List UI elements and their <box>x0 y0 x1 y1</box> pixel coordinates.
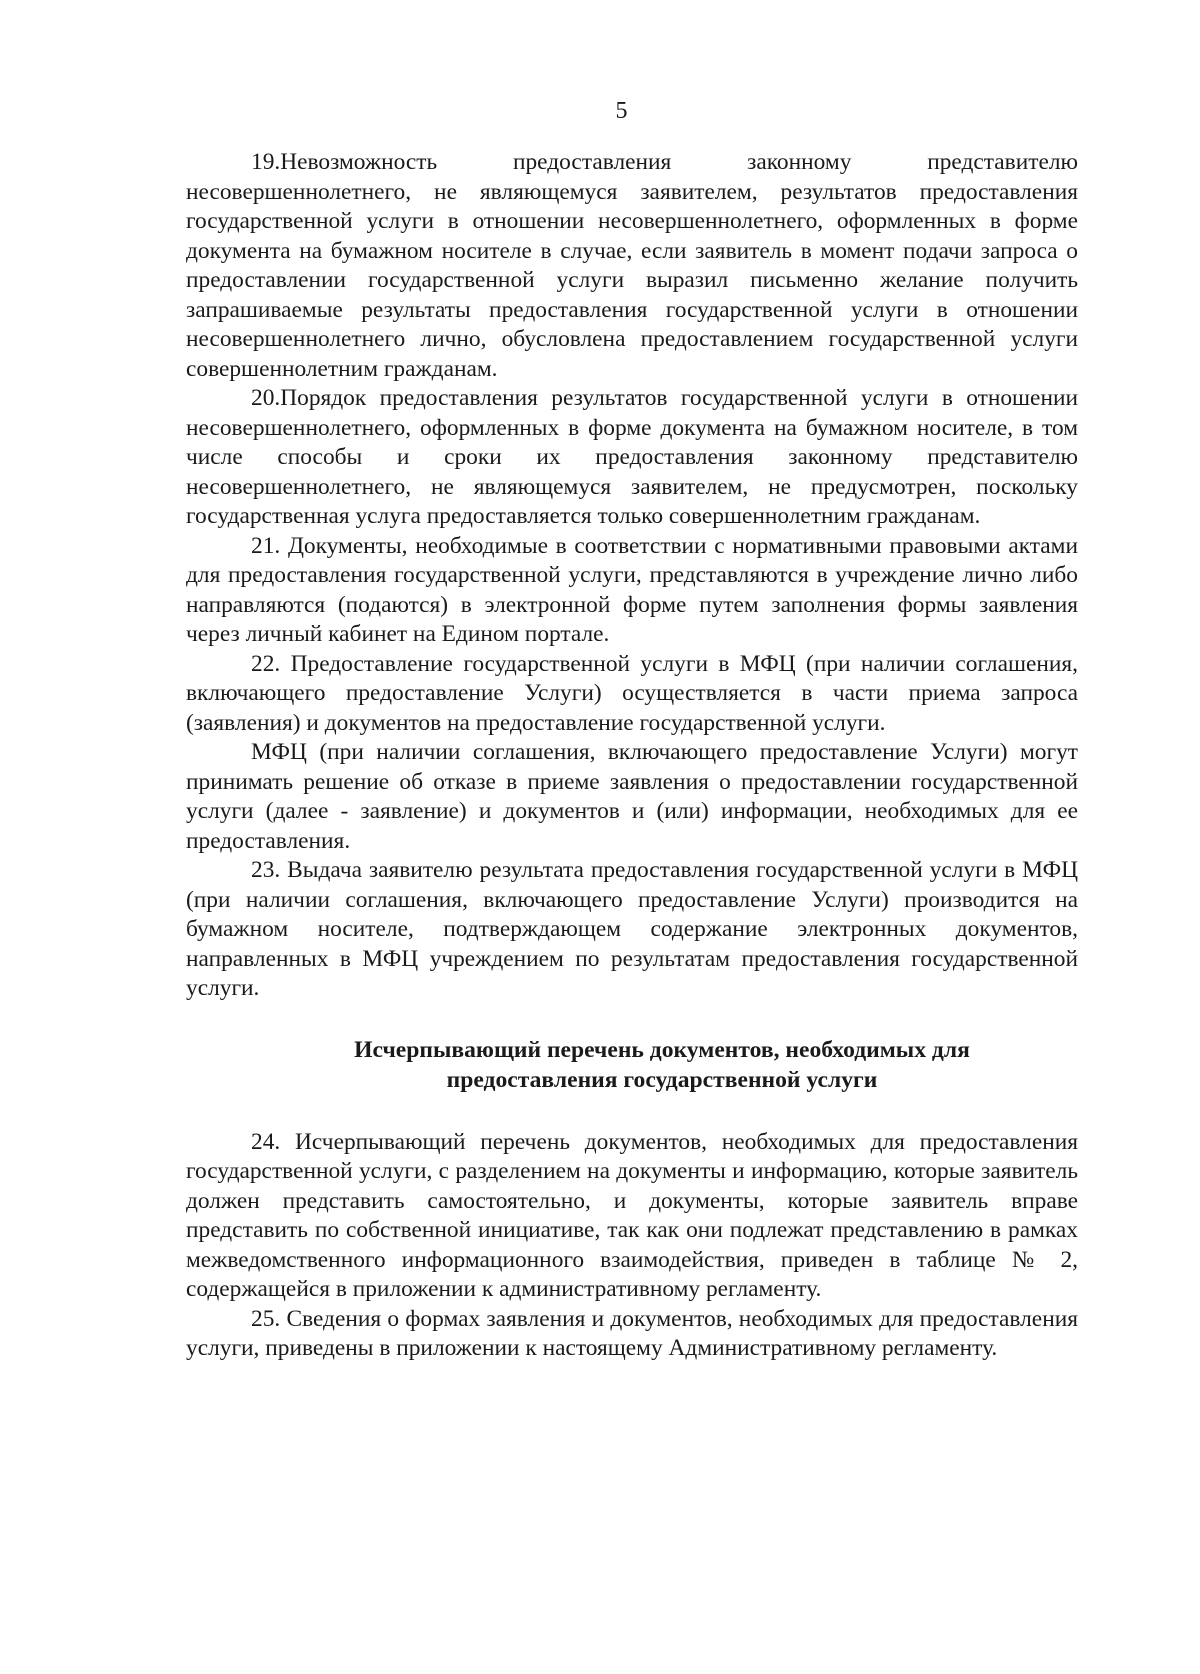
paragraph-21: 21. Документы, необходимые в соответствии с нормативными правовыми актами для предоставления государственной услуги, представляются в учреждение лично либо направляются (подаются) в электронной форме путем заполнения формы заявления через личный кабинет на Едином портале. <box>186 532 1078 647</box>
section-heading-line-1: Исчерпывающий перечень документов, необходимых для <box>354 1036 970 1063</box>
paragraph-20: 20.Порядок предоставления результатов государственной услуги в отношении несовершеннолетнего, оформленных в форме документа на бумажном носителе, в том числе способы и сроки их предоставления законному представителю несовершеннолетнего, не являющемуся заявителем, не предусмотрен, поскольку государственная услуга предоставляется только совершеннолетним гражданам. <box>186 385 1078 529</box>
paragraph-mfc: МФЦ (при наличии соглашения, включающего предоставление Услуги) могут принимать решение об отказе в приеме заявления о предоставлении государственной услуги (далее - заявление) и документов и (или) информации, необходимых для ее предоставления. <box>186 739 1078 854</box>
paragraph-23: 23. Выдача заявителю результата предоставления государственной услуги в МФЦ (при наличии соглашения, включающего предоставление Услуги) производится на бумажном носителе, подтверждающем содержание электронных документов, направленных в МФЦ учреждением по результатам предоставления государственной услуги. <box>186 857 1078 1001</box>
paragraph-25: 25. Сведения о формах заявления и документов, необходимых для предоставления услуги, приведены в приложении к настоящему Административному регламенту. <box>186 1305 1078 1361</box>
page-number: 5 <box>615 98 628 124</box>
paragraph-22: 22. Предоставление государственной услуги в МФЦ (при наличии соглашения, включающего предоставление Услуги) осуществляется в части приема запроса (заявления) и документов на предоставление государственной услуги. <box>186 650 1078 736</box>
section-heading <box>186 1035 1078 1095</box>
section-heading-line-2: предоставления государственной услуги <box>446 1066 878 1093</box>
paragraph-19: 19.Невозможность предоставления законному представителю несовершеннолетнего, не являющемуся заявителем, результатов предоставления государственной услуги в отношении несовершеннолетнего, оформленных в форме документа на бумажном носителе в случае, если заявитель в момент подачи запроса о предоставлении государственной услуги выразил письменно желание получить запрашиваемые результаты предоставления государственной услуги в отношении несовершеннолетнего лично, обусловлена предоставлением государственной услуги совершеннолетним гражданам. <box>186 149 1078 382</box>
document-body <box>186 148 1078 1364</box>
paragraph-24: 24. Исчерпывающий перечень документов, необходимых для предоставления государственной услуги, с разделением на документы и информацию, которые заявитель должен представить самостоятельно, и документы, которые заявитель вправе представить по собственной инициативе, так как они подлежат представлению в рамках межведомственного информационного взаимодействия, приведен в таблице № 2, содержащейся в приложении к административному регламенту. <box>186 1128 1078 1302</box>
